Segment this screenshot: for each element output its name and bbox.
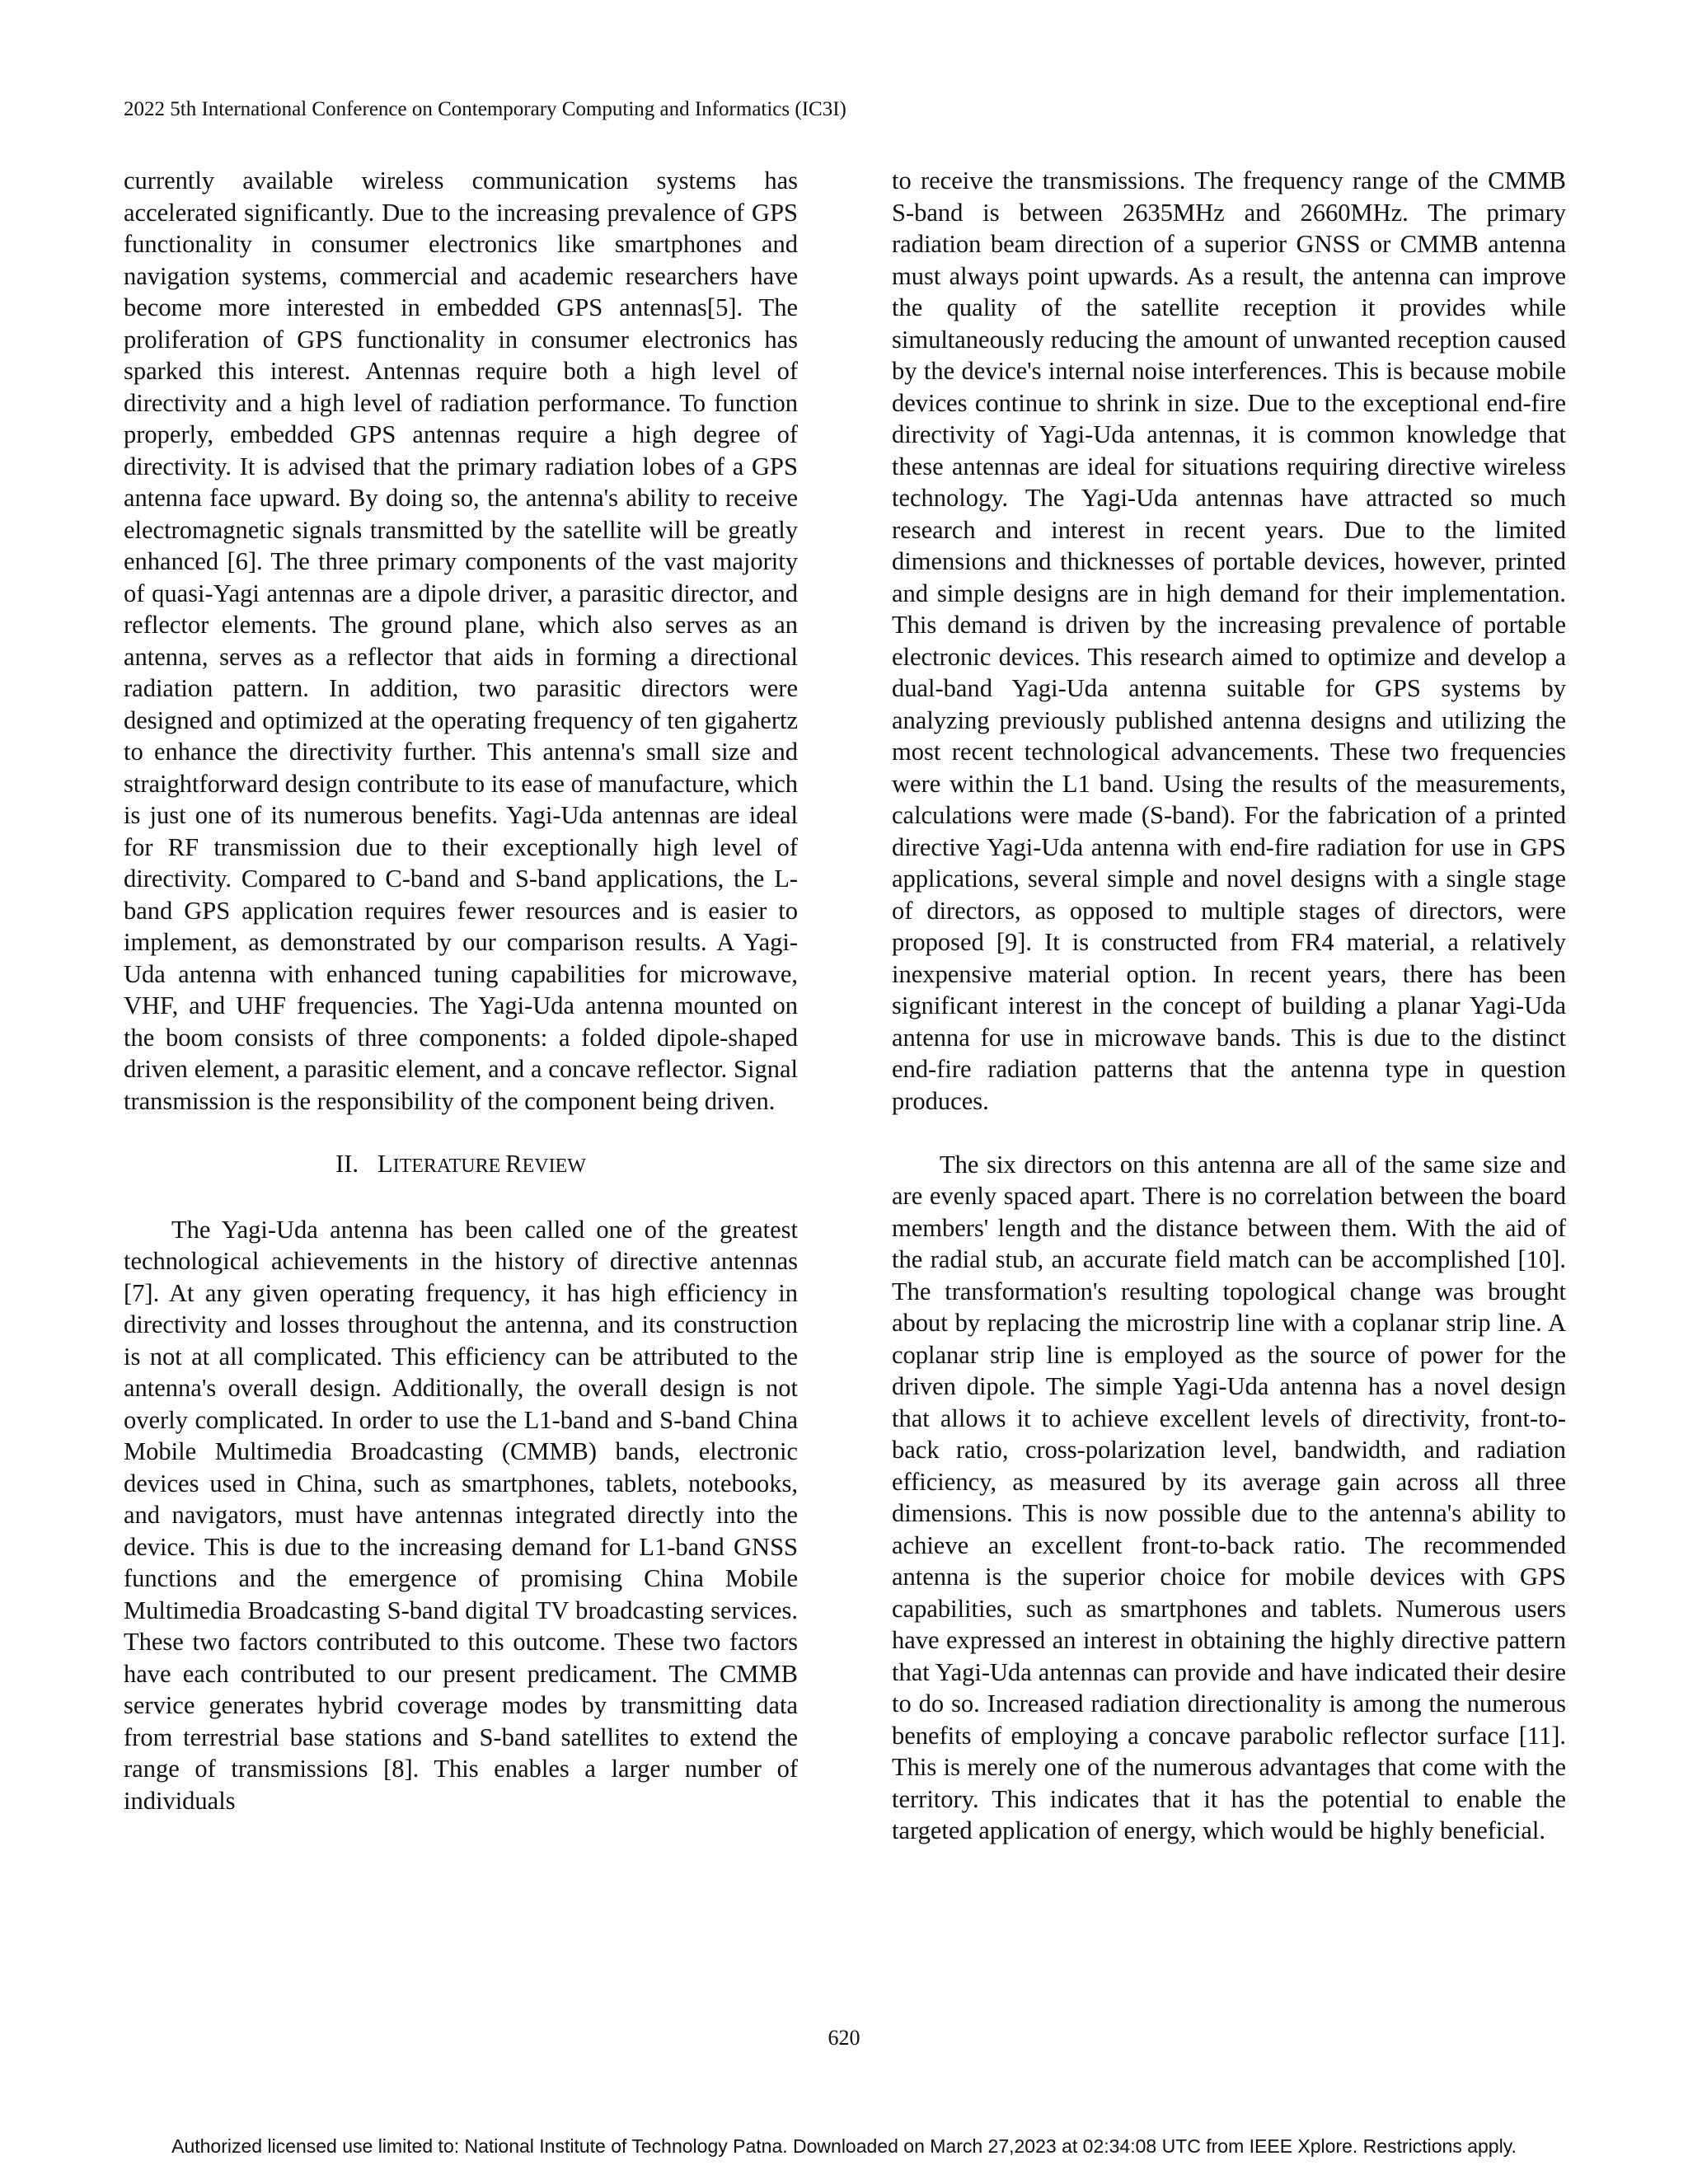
body-paragraph: The six directors on this antenna are all of the same size and are evenly spaced apart. There is no correlation between the board members' length and the distance between them. With the aid of the radial stub, an accurate field match can be accomplished [10]. The transformation's resulting topological change was brought about by replacing the microstrip line with a coplanar strip line. A coplanar strip line is employed as the source of power for the driven dipole. The simple Yagi-Uda antenna has a novel design that allows it to achieve excellent levels of directivity, front-to-back ratio, cross-polarization level, bandwidth, and radiation efficiency, as measured by its average gain across all three dimensions. This is now possible due to the antenna's ability to achieve an excellent front-to-back ratio. The recommended antenna is the superior choice for mobile devices with GPS capabilities, such as smartphones and tablets. Numerous users have expressed an interest in obtaining the highly directive pattern that Yagi-Uda antennas can provide and have indicated their desire to do so. Increased radiation directionality is among the numerous benefits of employing a concave parabolic reflector surface [11]. This is merely one of the numerous advantages that come with the territory. This indicates that it has the potential to enable the targeted application of energy, which would be highly beneficial. <box>892 1150 1566 1844</box>
body-paragraph: currently available wireless communication systems has accelerated significantly. Due to the increasing prevalence of GPS functionality in consumer electronics like smartphones and navigation systems, commercial and academic researchers have become more interested in embedded GPS antennas[5]. The proliferation of GPS functionality in consumer electronics has sparked this interest. Antennas require both a high level of directivity and a high level of radiation performance. To function properly, embedded GPS antennas require a high degree of directivity. It is advised that the primary radiation lobes of a GPS antenna face upward. By doing so, the antenna's ability to receive electromagnetic signals transmitted by the satellite will be greatly enhanced [6]. The three primary components of the vast majority of quasi-Yagi antennas are a dipole driver, a parasitic director, and reflector elements. The ground plane, which also serves as an antenna, serves as a reflector that aids in forming a directional radiation pattern. In addition, two parasitic directors were designed and optimized at the operating frequency of ten gigahertz to enhance the directivity further. This antenna's small size and straightforward design contribute to its ease of manufacture, which is just one of its numerous benefits. Yagi-Uda antennas are ideal for RF transmission due to their exceptionally high level of directivity. Compared to C-band and S-band applications, the L-band GPS application requires fewer resources and is easier to implement, as demonstrated by our comparison results. A Yagi-Uda antenna with enhanced tuning capabilities for microwave, VHF, and UHF frequencies. The Yagi-Uda antenna mounted on the boom consists of three components: a folded dipole-shaped driven element, a parasitic element, and a concave reflector. Signal transmission is the responsibility of the component being driven. <box>124 166 798 1115</box>
section-title: LITERATURE REVIEW <box>377 1150 586 1178</box>
license-footer: Authorized licensed use limited to: National Institute of Technology Patna. Downloaded on March 27,2023 at 02:34:08 UTC from IEEE Xplore. Restrictions apply. <box>171 2135 1517 2157</box>
page-number: 620 <box>828 2026 860 2050</box>
paragraph-gap <box>892 1117 1566 1149</box>
section-heading <box>124 1148 798 1183</box>
left-column <box>124 165 798 1816</box>
conference-header: 2022 5th International Conference on Contemporary Computing and Informatics (IC3I) <box>124 98 846 120</box>
right-column <box>892 165 1566 1847</box>
section-number: II. <box>335 1150 359 1178</box>
body-paragraph: The Yagi-Uda antenna has been called one of the greatest technological achievements in the history of directive antennas [7]. At any given operating frequency, it has high efficiency in directivity and losses throughout the antenna, and its construction is not at all complicated. This efficiency can be attributed to the antenna's overall design. Additionally, the overall design is not overly complicated. In order to use the L1-band and S-band China Mobile Multimedia Broadcasting (CMMB) bands, electronic devices used in China, such as smartphones, tablets, notebooks, and navigators, must have antennas integrated directly into the device. This is due to the increasing demand for L1-band GNSS functions and the emergence of promising China Mobile Multimedia Broadcasting S-band digital TV broadcasting services. These two factors contributed to this outcome. These two factors have each contributed to our present predicament. The CMMB service generates hybrid coverage modes by transmitting data from terrestrial base stations and S-band satellites to extend the range of transmissions [8]. This enables a larger number of individuals <box>124 1215 798 1815</box>
body-paragraph: to receive the transmissions. The frequency range of the CMMB S-band is between 2635MHz and 2660MHz. The primary radiation beam direction of a superior GNSS or CMMB antenna must always point upwards. As a result, the antenna can improve the quality of the satellite reception it provides while simultaneously reducing the amount of unwanted reception caused by the device's internal noise interferences. This is because mobile devices continue to shrink in size. Due to the exceptional end-fire directivity of Yagi-Uda antennas, it is common knowledge that these antennas are ideal for situations requiring directive wireless technology. The Yagi-Uda antennas have attracted so much research and interest in recent years. Due to the limited dimensions and thicknesses of portable devices, however, printed and simple designs are in high demand for their implementation. This demand is driven by the increasing prevalence of portable electronic devices. This research aimed to optimize and develop a dual-band Yagi-Uda antenna suitable for GPS systems by analyzing previously published antenna designs and utilizing the most recent technological advancements. These two frequencies were within the L1 band. Using the results of the measurements, calculations were made (S-band). For the fabrication of a printed directive Yagi-Uda antenna with end-fire radiation for use in GPS applications, several simple and novel designs with a single stage of directors, as opposed to multiple stages of directors, were proposed [9]. It is constructed from FR4 material, a relatively inexpensive material option. In recent years, there has been significant interest in the concept of building a planar Yagi-Uda antenna for use in microwave bands. This is due to the distinct end-fire radiation patterns that the antenna type in question produces. <box>892 166 1566 1115</box>
